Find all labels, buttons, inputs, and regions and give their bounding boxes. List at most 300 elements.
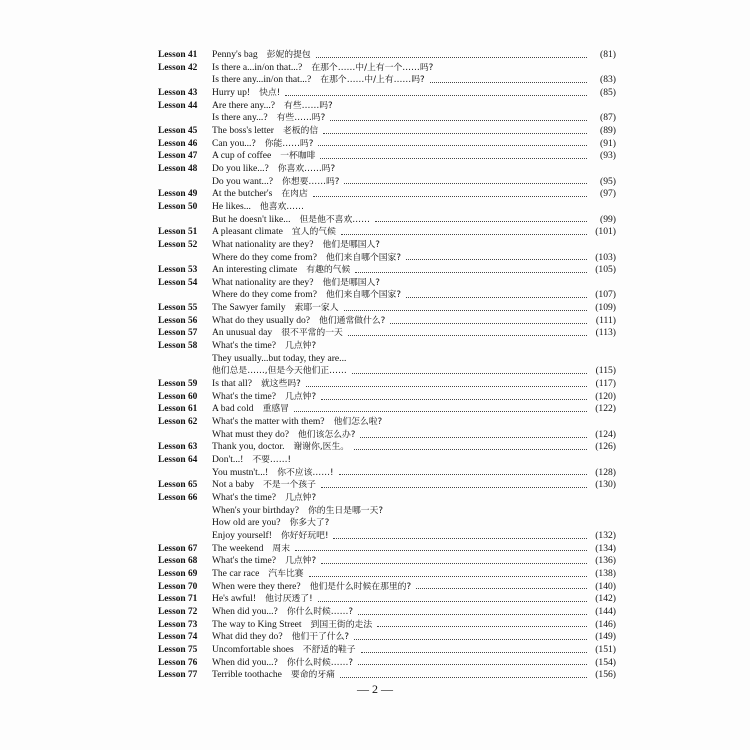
page-reference: (124) [595,428,616,440]
dot-leader [285,95,587,96]
page-reference: (105) [595,264,616,276]
toc-row [158,277,616,290]
english-title: The car race [212,567,260,579]
chinese-title: 他们是哪国人? [322,277,380,288]
page-reference: (136) [595,555,616,567]
toc-entry [212,201,590,214]
lesson-number: Lesson 60 [158,391,198,402]
english-title: An interesting climate [212,264,298,276]
dot-leader [406,259,587,260]
lesson-number: Lesson 49 [158,189,198,200]
dot-leader [295,550,587,551]
toc-entry [212,327,590,340]
page-reference: (140) [595,580,616,592]
lesson-number: Lesson 71 [158,594,198,605]
english-title: The way to King Street [212,618,302,630]
chinese-title: 重感冒 [262,404,289,415]
dot-leader [390,323,587,324]
english-title: He likes... [212,200,251,212]
chinese-title: 汽车比赛 [268,568,304,579]
lesson-number: Lesson 76 [158,657,198,668]
chinese-title: 宜人的气候 [291,227,336,238]
chinese-title: 到国王街的走法 [310,619,373,630]
lesson-number: Lesson 43 [158,87,198,98]
dot-leader [340,677,587,678]
chinese-title: 不要……! [252,455,292,465]
lesson-number: Lesson 74 [158,632,198,643]
page-reference: (103) [595,251,616,263]
toc-entry [212,163,590,176]
toc-entry [212,631,590,644]
lesson-number: Lesson 46 [158,138,198,149]
english-title: Where do they come from? [212,289,317,301]
dot-leader [294,411,587,412]
toc-entry [212,49,590,62]
chinese-title: 他们是什么时候在那里的? [309,581,412,592]
lesson-number: Lesson 61 [158,404,198,415]
page-reference: (128) [595,466,616,478]
page-reference: (154) [595,656,616,668]
chinese-title: 要命的牙痛 [290,670,335,681]
dot-leader [375,221,587,222]
toc-entry [212,138,590,151]
lesson-number: Lesson 67 [158,543,198,554]
toc-row [158,657,616,670]
toc-row [158,568,616,581]
page-reference: (156) [595,669,616,681]
chinese-title: 有些……吗? [284,100,333,111]
chinese-title: 在肉店 [281,189,308,200]
toc-entry [212,555,590,568]
toc-entry [212,441,590,454]
dot-leader [416,588,587,589]
lesson-number: Lesson 42 [158,62,198,73]
toc-row [158,593,616,606]
english-title: What's the time? [212,340,277,352]
toc-entry [212,365,590,378]
english-title: Can you...? [212,137,256,149]
toc-entry [212,581,590,594]
chinese-title: 你多大了? [289,518,330,529]
chinese-title: 有些……吗? [276,113,326,124]
toc-row [158,340,616,353]
page-reference: (113) [595,327,616,339]
page-reference: (83) [600,74,616,86]
page-reference: (85) [600,86,616,98]
dot-leader [358,614,587,615]
dot-leader [333,538,587,539]
page-reference: (93) [600,150,616,162]
page-reference: (132) [595,529,616,541]
chinese-title: 索耶一家人 [294,303,339,314]
english-title: Is that all? [212,378,252,390]
english-title: A pleasant climate [212,226,283,238]
chinese-title: 你好好玩吧! [280,530,329,541]
toc-row [158,112,616,125]
page-reference: (107) [595,289,616,301]
english-title: Uncomfortable shoes [212,643,294,655]
english-title: What's the time? [212,491,277,503]
english-title: Are there any...? [212,99,276,111]
chinese-title: 你想要……吗? [282,176,340,187]
lesson-number: Lesson 62 [158,417,198,428]
toc-row [158,125,616,138]
english-title: What nationality are they? [212,238,314,250]
chinese-title: 你什么时候……? [286,606,354,617]
english-title: Is there any...? [212,112,268,124]
toc-entry [212,62,590,75]
toc-row [158,479,616,492]
chinese-title: 他喜欢…… [259,201,304,212]
lesson-number: Lesson 53 [158,265,198,276]
table-of-contents [158,49,616,682]
toc-row [158,619,616,632]
toc-row [158,214,616,227]
toc-row [158,201,616,214]
chinese-title: 周末 [272,543,291,554]
lesson-number: Lesson 48 [158,163,198,174]
lesson-number: Lesson 58 [158,341,198,352]
chinese-title: 老板的信 [282,125,319,136]
toc-entry [212,593,590,606]
chinese-title: 他们来自哪个国家? [325,290,401,301]
chinese-title: 谢谢你,医生。 [293,442,350,453]
dot-leader [406,297,587,298]
lesson-number: Lesson 54 [158,277,198,288]
toc-row [158,315,616,328]
english-title: Terrible toothache [212,669,282,681]
english-title: Enjoy yourself! [212,529,272,541]
chinese-title: 他们总是……,但是今天他们正…… [212,366,347,377]
english-title: An unusual day [212,327,273,339]
toc-entry [212,87,590,100]
toc-row [158,517,616,530]
dot-leader [330,120,587,121]
dot-leader [321,487,587,488]
lesson-number: Lesson 52 [158,239,198,250]
toc-entry [212,264,590,277]
lesson-number: Lesson 70 [158,581,198,592]
english-title: When did you...? [212,656,278,668]
toc-row [158,100,616,113]
english-title: The weekend [212,542,264,554]
lesson-number: Lesson 55 [158,303,198,314]
page-reference: (130) [595,479,616,491]
english-title: At the butcher's [212,188,273,200]
toc-entry [212,74,590,87]
dot-leader [318,145,587,146]
lesson-number: Lesson 63 [158,442,198,453]
chinese-title: 他讨厌透了! [265,594,313,605]
chinese-title: 他们干了什么? [291,632,350,643]
toc-row [158,644,616,657]
toc-entry [212,479,590,492]
chinese-title: 彭妮的提包 [266,50,311,60]
dot-leader [348,335,587,336]
dot-leader [306,386,587,387]
toc-row [158,188,616,201]
page-reference: (146) [595,618,616,630]
toc-entry [212,188,590,201]
lesson-number: Lesson 47 [158,151,198,162]
toc-row [158,441,616,454]
chinese-title: 他们怎么啦? [333,417,383,428]
page-reference: (97) [600,188,616,200]
toc-row [158,176,616,189]
toc-row [158,365,616,378]
toc-row [158,505,616,518]
dot-leader [323,133,587,134]
toc-entry [212,454,590,467]
toc-entry [212,353,590,366]
dot-leader [360,437,587,438]
dot-leader [430,82,587,83]
english-title: When did you...? [212,605,278,617]
page-reference: (117) [595,378,616,390]
lesson-number: Lesson 69 [158,568,198,579]
english-title: When were they there? [212,580,301,592]
page-reference: (109) [595,302,616,314]
dot-leader [352,373,587,374]
english-title: The Sawyer family [212,302,286,314]
page-reference: (99) [600,213,616,225]
chinese-title: 很不平常的一天 [281,328,343,339]
toc-row [158,555,616,568]
toc-entry [212,619,590,632]
toc-entry [212,100,590,113]
toc-entry [212,112,590,125]
chinese-title: 你能……吗? [264,138,314,149]
chinese-title: 他们通常做什么? [319,315,386,326]
toc-row [158,74,616,87]
page-reference: (111) [595,314,616,326]
toc-row [158,631,616,644]
english-title: Do you want...? [212,175,274,187]
toc-row [158,391,616,404]
english-title: Hurry up! [212,86,251,98]
toc-row [158,138,616,151]
dot-leader [320,158,587,159]
toc-row [158,353,616,366]
dot-leader [321,399,587,400]
english-title: What do they usually do? [212,314,311,326]
toc-row [158,581,616,594]
page-reference: (91) [600,137,616,149]
toc-row [158,403,616,416]
english-title: What nationality are they? [212,276,314,288]
toc-entry [212,176,590,189]
page-reference: (126) [595,441,616,453]
english-title: Where do they come from? [212,251,317,263]
english-title: Don't...! [212,454,244,465]
english-title: What's the matter with them? [212,416,325,428]
dot-leader [358,664,587,665]
page-reference: (81) [600,49,616,60]
english-title: What's the time? [212,555,277,567]
chinese-title: 但是他不喜欢…… [299,214,370,225]
english-title: Penny's bag [212,49,258,60]
toc-row [158,150,616,163]
toc-row [158,289,616,302]
page-reference: (101) [595,226,616,238]
toc-row [158,239,616,252]
english-title: Is there a...in/on that...? [212,61,303,73]
toc-entry [212,543,590,556]
toc-entry [212,517,590,530]
toc-entry [212,669,590,682]
page-reference: (122) [595,403,616,415]
toc-row [158,62,616,75]
chinese-title: 不是一个孩子 [263,480,316,491]
lesson-number: Lesson 44 [158,100,198,111]
english-title: What's the time? [212,390,277,402]
english-title: Thank you, doctor. [212,441,285,453]
toc-entry [212,125,590,138]
toc-entry [212,492,590,505]
english-title: You mustn't...! [212,466,269,478]
toc-row [158,543,616,556]
dot-leader [339,474,587,475]
lesson-number: Lesson 66 [158,492,198,503]
chinese-title: 快点! [259,87,281,98]
toc-entry [212,277,590,290]
english-title: When's your birthday? [212,504,299,516]
page-reference: (89) [600,124,616,136]
toc-entry [212,226,590,239]
chinese-title: 他们该怎么办? [298,429,356,440]
lesson-number: Lesson 50 [158,201,198,212]
toc-row [158,454,616,467]
toc-row [158,467,616,480]
page-reference: (144) [595,605,616,617]
english-title: The boss's letter [212,124,274,136]
dot-leader [354,449,587,450]
lesson-number: Lesson 68 [158,556,198,567]
chinese-title: 有趣的气候 [306,265,351,276]
page-reference: (151) [595,643,616,655]
chinese-title: 一杯咖啡 [280,151,316,162]
lesson-number: Lesson 65 [158,480,198,491]
toc-row [158,163,616,176]
page-reference: (138) [595,567,616,579]
page-reference: (120) [595,390,616,402]
page-reference: (149) [595,631,616,643]
dot-leader [377,626,587,627]
toc-entry [212,378,590,391]
dot-leader [341,234,587,235]
toc-row [158,264,616,277]
dot-leader [344,310,587,311]
lesson-number: Lesson 45 [158,125,198,136]
toc-entry [212,150,590,163]
lesson-number: Lesson 56 [158,315,198,326]
page-number: — 2 — [357,682,393,696]
chinese-title: 你喜欢……吗? [277,163,336,174]
lesson-number: Lesson 57 [158,328,198,339]
page-reference: (87) [600,112,616,124]
english-title: Do you like...? [212,162,269,174]
toc-entry [212,505,590,518]
toc-entry [212,391,590,404]
toc-entry [212,530,590,543]
toc-entry [212,657,590,670]
toc-row [158,378,616,391]
english-title: He's awful! [212,593,257,605]
lesson-number: Lesson 77 [158,670,198,681]
lesson-number: Lesson 51 [158,227,198,238]
toc-row [158,87,616,100]
dot-leader [316,57,587,58]
toc-row [158,226,616,239]
english-title: What must they do? [212,428,289,440]
toc-entry [212,252,590,265]
chinese-title: 在那个……中/上有……吗? [320,75,425,86]
page-reference: (134) [595,542,616,554]
chinese-title: 你不应该……! [277,467,334,478]
chinese-title: 在那个……中/上有一个……吗? [311,62,434,73]
chinese-title: 几点钟? [285,492,317,503]
lesson-number: Lesson 41 [158,50,198,60]
toc-entry [212,416,590,429]
page-reference: (115) [595,365,616,377]
chinese-title: 他们是哪国人? [322,239,380,250]
toc-entry [212,302,590,315]
toc-row [158,530,616,543]
toc-entry [212,606,590,619]
toc-entry [212,315,590,328]
toc-row [158,429,616,442]
english-title: What did they do? [212,631,283,643]
chinese-title: 就这些吗? [260,379,301,390]
dot-leader [354,639,587,640]
toc-entry [212,467,590,480]
dot-leader [344,183,587,184]
toc-entry [212,214,590,227]
toc-entry [212,403,590,416]
dot-leader [355,272,587,273]
toc-row [158,302,616,315]
dot-leader [321,563,587,564]
lesson-number: Lesson 72 [158,606,198,617]
toc-row [158,606,616,619]
page-reference: (95) [600,175,616,187]
english-title: How old are you? [212,517,281,529]
lesson-number: Lesson 75 [158,644,198,655]
chinese-title: 不舒适的鞋子 [302,644,356,655]
dot-leader [313,196,587,197]
toc-row [158,49,616,62]
dot-leader [361,652,587,653]
chinese-title: 几点钟? [285,341,317,352]
chinese-title: 你的生日是哪一天? [307,505,384,516]
lesson-number: Lesson 64 [158,455,198,465]
toc-entry [212,429,590,442]
toc-row [158,492,616,505]
lesson-number: Lesson 59 [158,379,198,390]
chinese-title: 几点钟? [285,391,317,402]
english-title: A bad cold [212,403,254,415]
toc-entry [212,340,590,353]
toc-row [158,669,616,682]
toc-entry [212,644,590,657]
english-title: Not a baby [212,479,255,491]
english-title: But he doesn't like... [212,213,291,225]
lesson-number: Lesson 73 [158,619,198,630]
chinese-title: 他们来自哪个国家? [325,252,401,263]
page-reference: (142) [595,593,616,605]
toc-entry [212,289,590,302]
toc-entry [212,568,590,581]
